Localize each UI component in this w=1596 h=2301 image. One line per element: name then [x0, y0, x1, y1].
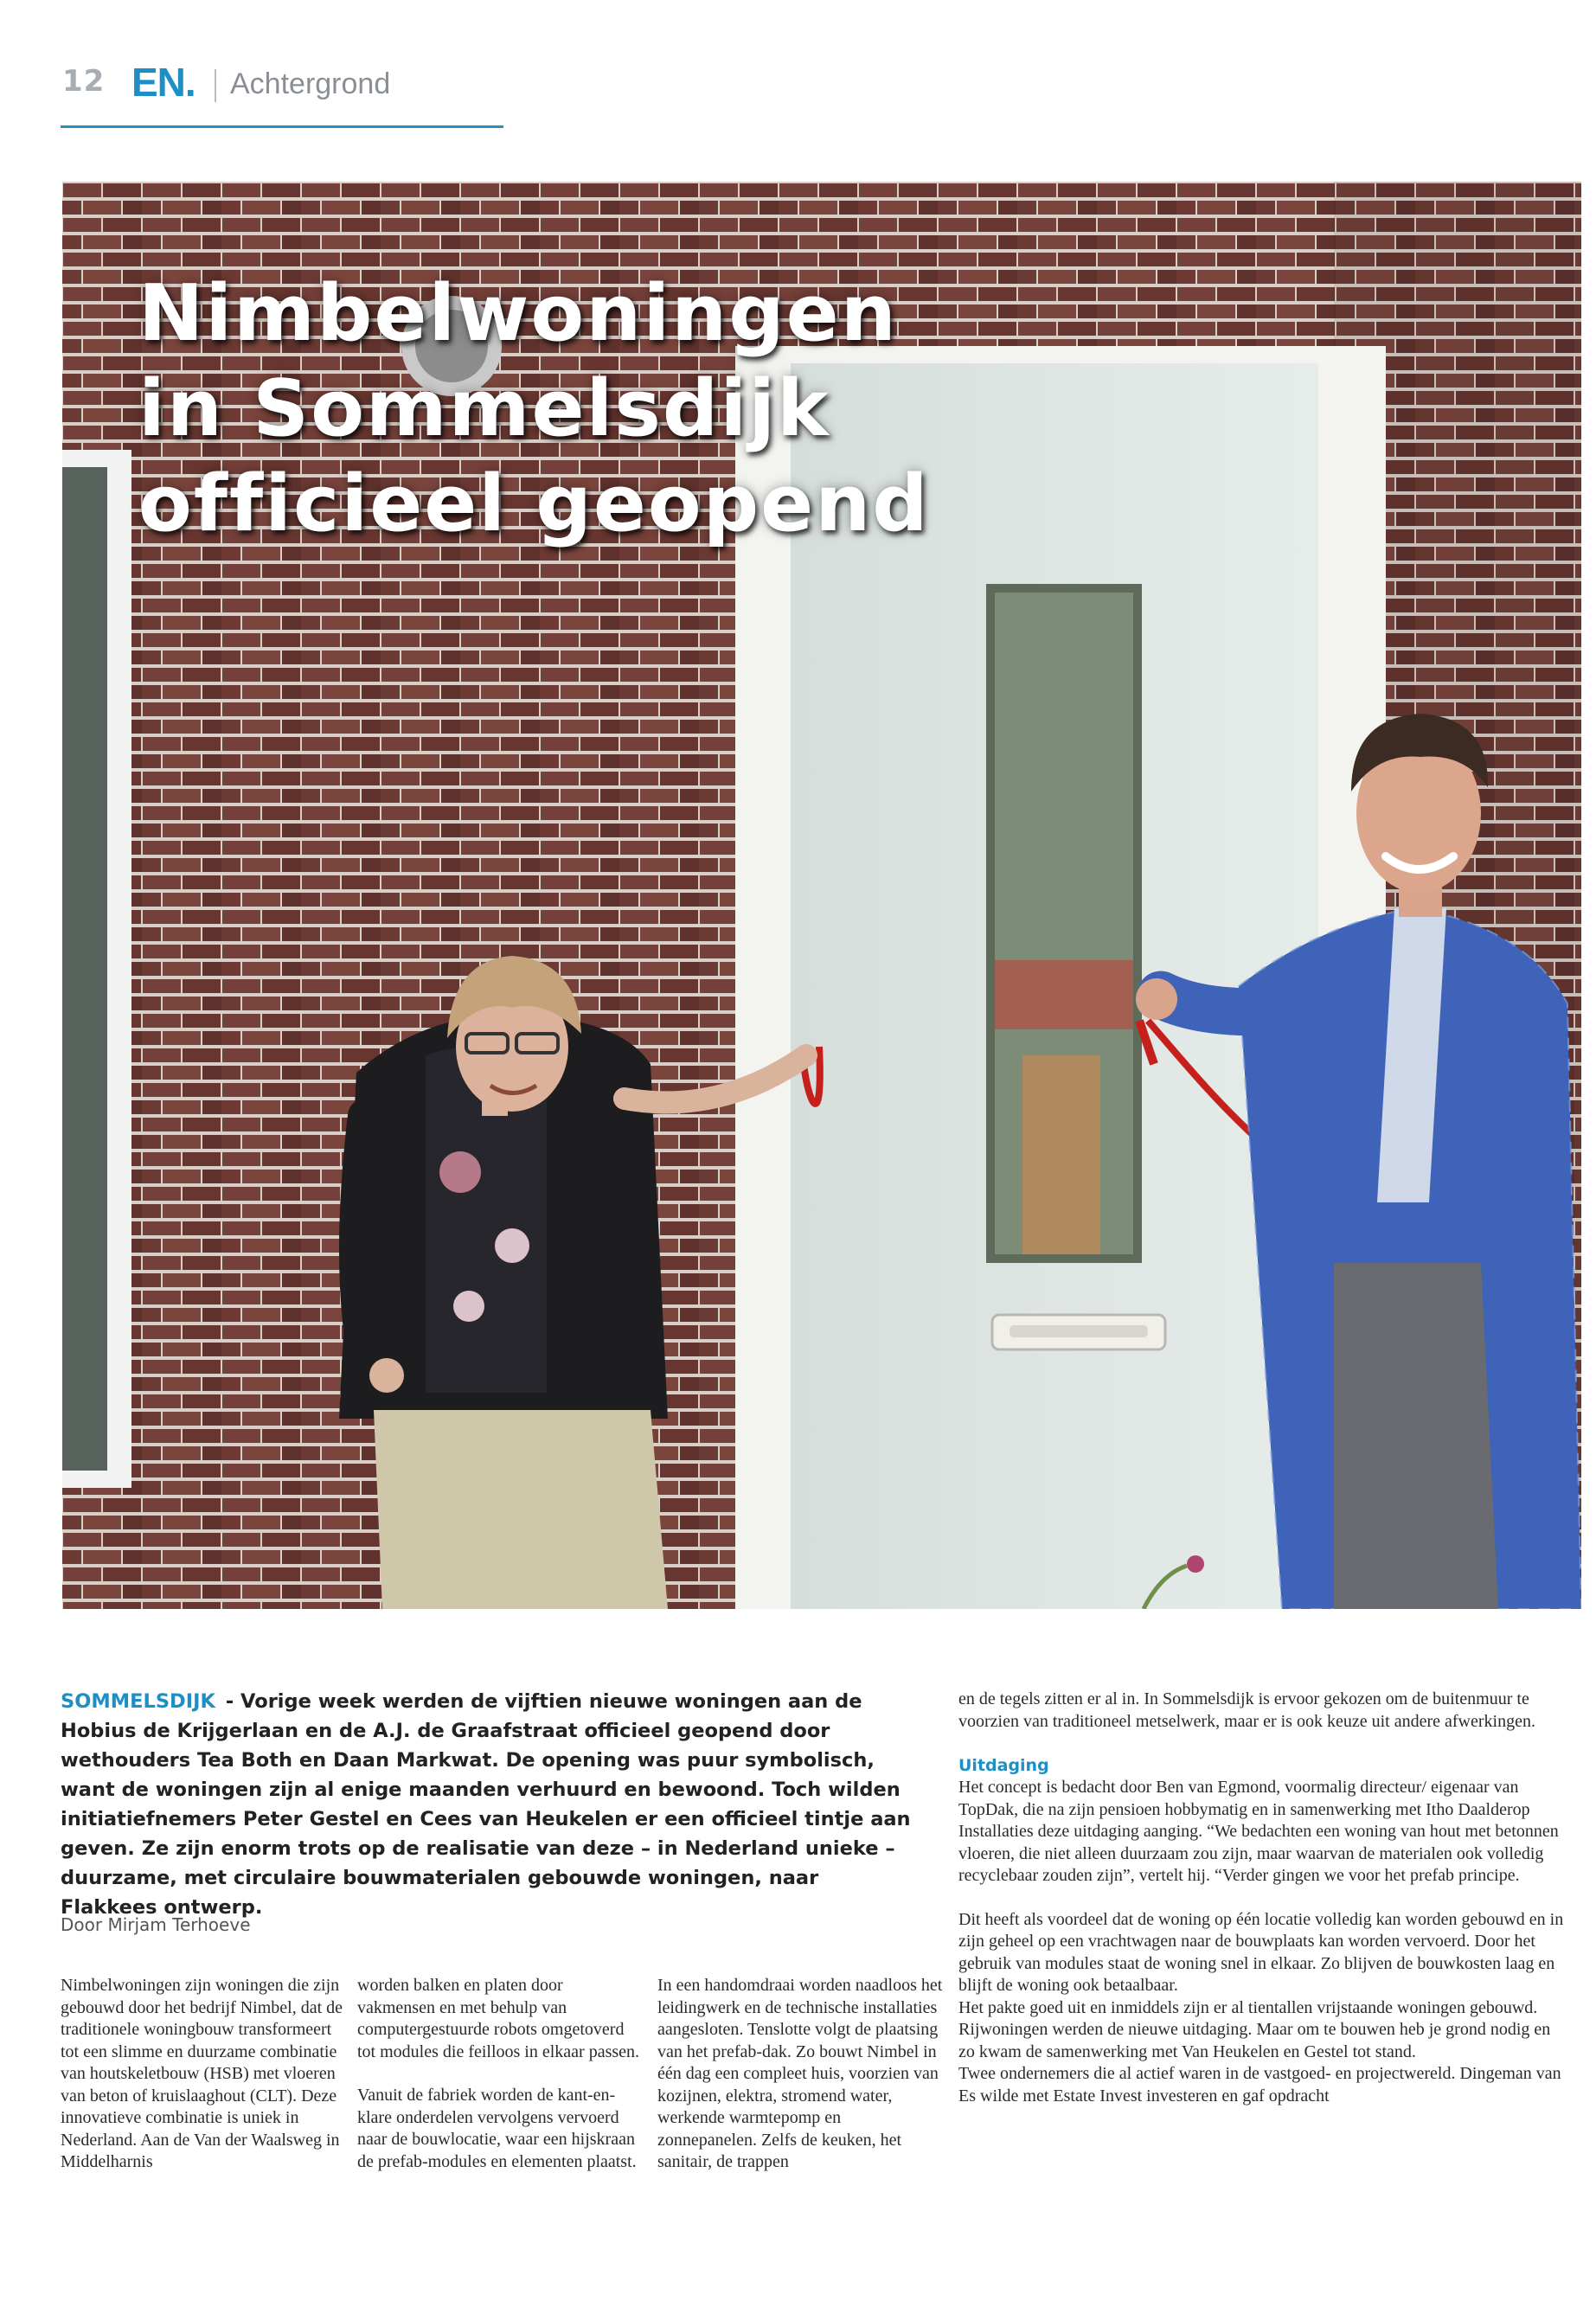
- paragraph: Nimbelwoningen zijn woningen die zijn gebouwd door het bedrijf Nimbel, dat de traditionele woningbouw transformeert tot een slimme en duurzame combinatie van houtskeletbouw (HSB) met vloeren van beton of kruislaaghout (CLT). Deze innovatieve combinatie is uniek in Nederland. Aan de Van der Waalsweg in Middelharnis: [61, 1976, 343, 2171]
- body-column-3: [657, 1975, 943, 2195]
- body-column-right: [958, 1689, 1564, 2107]
- headline-line-1: Nimbelwoningen: [138, 268, 898, 359]
- paragraph: Het pakte goed uit en inmiddels zijn er al tientallen vrijstaande woningen gebouwd. Rijwoningen werden de nieuwe uitdaging. Maar om te bouwen heb je grond nodig en zo kwam de samenwerking met Van Heukelen en Gestel tot stand.: [958, 1997, 1551, 2061]
- paragraph: Vanuit de fabriek worden de kant-en-klare onderdelen vervolgens vervoerd naar de bouwlocatie, waar een hijskraan de prefab-modules en elementen plaatst.: [357, 2086, 637, 2171]
- section-label: Achtergrond: [230, 67, 391, 100]
- paragraph: Dit heeft als voordeel dat de woning op één locatie volledig kan worden gebouwd en in zijn geheel op een vrachtwagen naar de bouwplaats kan worden vervoerd. Door het gebruik van modules staat de woning snel in elkaar. Zo blijven de bouwkosten laag en blijft de woning ook betaalbaar.: [958, 1909, 1564, 1995]
- headline-line-2: in Sommelsdijk: [138, 363, 830, 454]
- body-column-1: [61, 1975, 346, 2195]
- paragraph: Twee ondernemers die al actief waren in de vastgoed- en projectwereld. Dingeman van Es wilde met Estate Invest investeren en gaf opdracht: [958, 2064, 1561, 2106]
- dateline: SOMMELSDIJK: [61, 1690, 215, 1713]
- lead-text: - Vorige week werden de vijftien nieuwe woningen aan de Hobius de Krijgerlaan en de A.J. de Graafstraat officieel geopend door wethouders Tea Both en Daan Markwat. De opening was puur symbolisch, want de woningen zijn al enige maanden verhuurd en bewoond. Toch wilden initiatiefnemers Peter Gestel en Cees van Heukelen er een officieel tintje aan geven. Ze zijn enorm trots op de realisatie van deze – in Nederland unieke – duurzame, met circulaire bouwmaterialen gebouwde woningen, naar Flakkees ontwerp.: [61, 1690, 911, 1919]
- article-lead: [61, 1687, 913, 1922]
- byline: Door Mirjam Terhoeve: [61, 1914, 251, 1935]
- subheading: Uitdaging: [958, 1756, 1049, 1775]
- newspaper-logo: EN.: [131, 60, 195, 105]
- paragraph: Het concept is bedacht door Ben van Egmond, voormalig directeur/ eigenaar van TopDak, die na zijn pensioen hobbymatig en in samenwerking met Itho Daalderop Installaties deze uitdaging aanging. “We bedachten een woning van hout met betonnen vloeren, die niet alleen duurzaam zou zijn, maar waarvan de materialen ook volledig recyclebaar zouden zijn”, vertelt hij. “Verder gingen we voor het prefab principe.: [958, 1778, 1559, 1885]
- paragraph: worden balken en platen door vakmensen en met behulp van computergestuurde robots omgetoverd tot modules die feilloos in elkaar passen.: [357, 1976, 640, 2061]
- page-number: 12: [62, 64, 106, 99]
- paragraph: en de tegels zitten er al in. In Sommelsdijk is ervoor gekozen om de buitenmuur te voorzien van traditioneel metselwerk, maar er is ook keuze uit andere afwerkingen.: [958, 1689, 1535, 1731]
- body-column-2: [357, 1975, 643, 2195]
- article-headline: [138, 266, 930, 552]
- paragraph: In een handomdraai worden naadloos het leidingwerk en de technische installaties aangesloten. Tenslotte volgt de plaatsing van het prefab-dak. Zo bouwt Nimbel in één dag een compleet huis, voorzien van kozijnen, elektra, stromend water, werkende warmtepomp en zonnepanelen. Zelfs de keuken, het sanitair, de trappen: [657, 1976, 943, 2171]
- article-photo: [62, 182, 1581, 1609]
- header-rule: [61, 125, 503, 128]
- header-separator: [215, 69, 216, 102]
- headline-line-3: officieel geopend: [138, 458, 930, 549]
